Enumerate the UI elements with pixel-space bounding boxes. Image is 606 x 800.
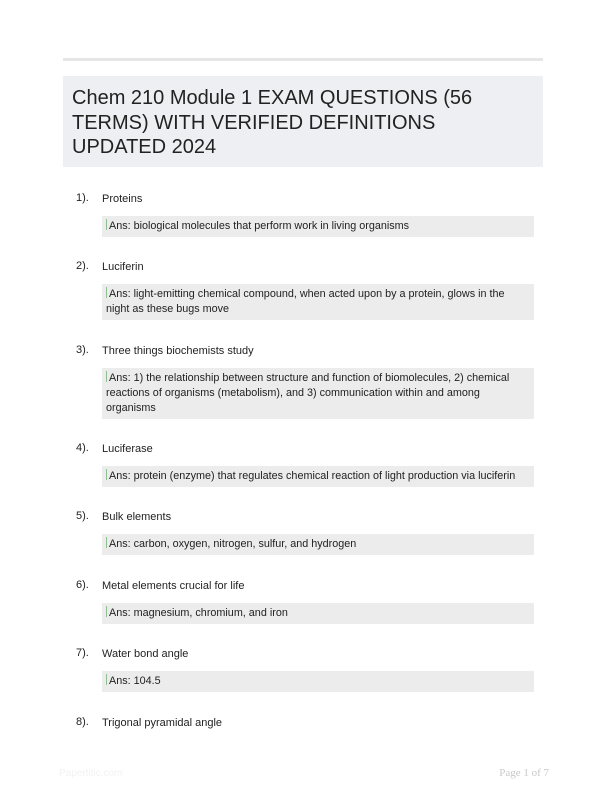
answer-box bbox=[102, 671, 534, 692]
answer-accent-bar bbox=[106, 371, 107, 382]
answer-box bbox=[102, 534, 534, 555]
question-number: 3). bbox=[76, 344, 89, 356]
answer-text: Ans: biological molecules that perform work in living organisms bbox=[109, 220, 410, 232]
question-number: 6). bbox=[76, 579, 89, 591]
question-number: 2). bbox=[76, 260, 89, 272]
question-number: 1). bbox=[76, 192, 89, 204]
question-number: 4). bbox=[76, 442, 89, 454]
answer-accent-bar bbox=[106, 219, 107, 230]
answer-box bbox=[102, 216, 534, 237]
top-divider bbox=[63, 58, 543, 61]
question-number: 5). bbox=[76, 510, 89, 522]
answer-text: Ans: protein (enzyme) that regulates chemical reaction of light production via luciferin bbox=[109, 470, 516, 482]
answer-box bbox=[102, 466, 534, 487]
question-term: Proteins bbox=[102, 193, 143, 205]
answer-text: Ans: carbon, oxygen, nitrogen, sulfur, and hydrogen bbox=[109, 538, 357, 550]
question-term: Luciferin bbox=[102, 261, 144, 273]
answer-box bbox=[102, 284, 534, 320]
answer-box bbox=[102, 368, 534, 419]
question-number: 7). bbox=[76, 647, 89, 659]
answer-accent-bar bbox=[106, 606, 107, 617]
answer-text: Ans: 1) the relationship between structure and function of biomolecules, 2) chemical reactions of organisms (metabolism), and 3) communication within and among organisms bbox=[106, 372, 510, 414]
footer-watermark: Papertitic.com bbox=[59, 768, 123, 779]
answer-text: Ans: 104.5 bbox=[109, 675, 161, 687]
page-number: Page 1 of 7 bbox=[499, 767, 549, 779]
question-term: Bulk elements bbox=[102, 511, 172, 523]
question-term: Three things biochemists study bbox=[102, 345, 254, 357]
question-term: Trigonal pyramidal angle bbox=[102, 717, 223, 729]
answer-text: Ans: light-emitting chemical compound, when acted upon by a protein, glows in the night as these bugs move bbox=[106, 288, 505, 315]
question-term: Luciferase bbox=[102, 443, 153, 455]
question-number: 8). bbox=[76, 716, 89, 728]
answer-accent-bar bbox=[106, 469, 107, 480]
answer-text: Ans: magnesium, chromium, and iron bbox=[109, 607, 288, 619]
question-term: Metal elements crucial for life bbox=[102, 580, 245, 592]
answer-accent-bar bbox=[106, 674, 107, 685]
answer-box bbox=[102, 603, 534, 624]
title-box bbox=[63, 76, 543, 167]
answer-accent-bar bbox=[106, 287, 107, 298]
document-title: Chem 210 Module 1 EXAM QUESTIONS (56 TERMS) WITH VERIFIED DEFINITIONS UPDATED 2024 bbox=[72, 87, 473, 158]
answer-accent-bar bbox=[106, 537, 107, 548]
question-term: Water bond angle bbox=[102, 648, 189, 660]
